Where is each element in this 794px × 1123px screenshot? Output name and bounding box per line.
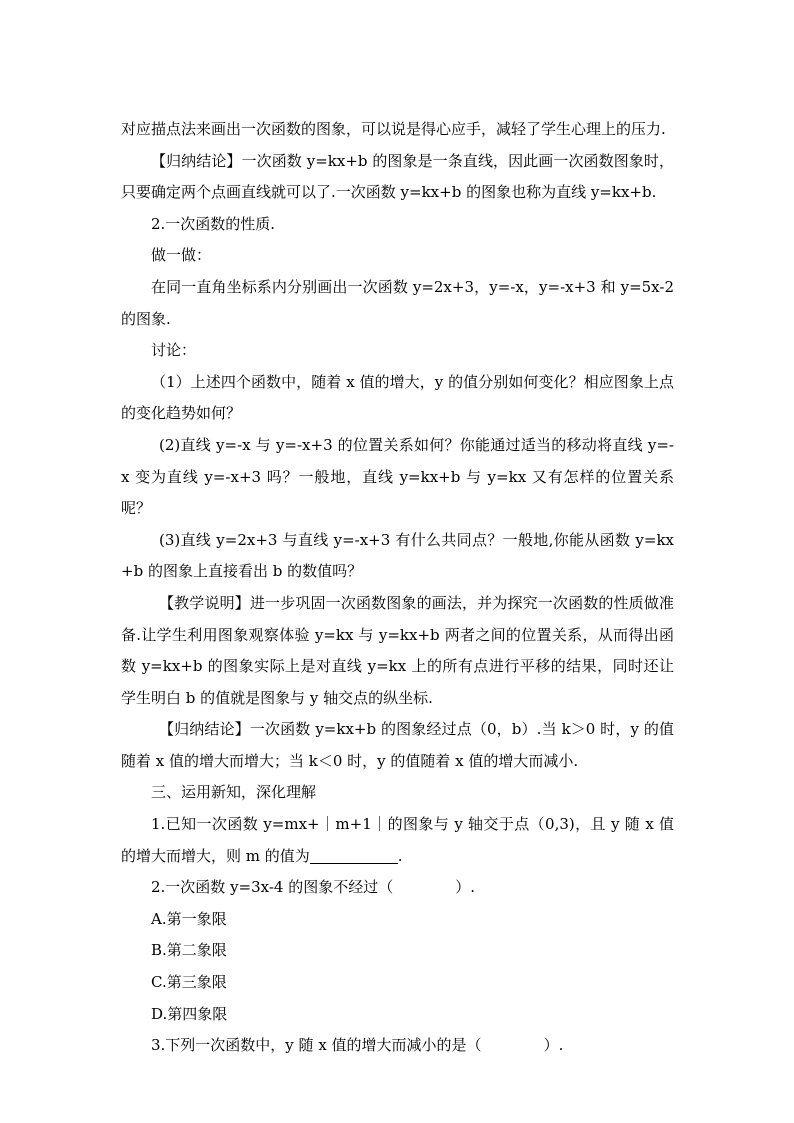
discussion-question-2: (2)直线 y=-x 与 y=-x+3 的位置关系如何？你能通过适当的移动将直线 y=-x 变为直线 y=-x+3 吗？一般地，直线 y=kx+b 与 y=kx 又有怎样的位置关系呢？ (121, 435, 674, 518)
document-body (121, 114, 674, 1062)
paragraph-continuation: 对应描点法来画出一次函数的图象，可以说是得心应手，减轻了学生心理上的压力. (121, 120, 666, 138)
exercise-question-3 (121, 1030, 674, 1062)
option-d: D.第四象限 (151, 1004, 228, 1023)
option-a: A.第一象限 (151, 909, 227, 928)
answer-blank (310, 845, 398, 864)
discussion-question-3: (3)直线 y=2x+3 与直线 y=-x+3 有什么共同点？一般地,你能从函数 y=kx+b 的图象上直接看出 b 的数值吗？ (121, 530, 674, 581)
paragraph-conclusion-2: 【归纳结论】一次函数 y=kx+b 的图象经过点（0，b）.当 k＞0 时，y 的值随着 x 值的增大而增大；当 k＜0 时，y 的值随着 x 值的增大而减小. (121, 720, 674, 770)
paragraph-discussion: 讨论： (151, 341, 197, 360)
exercise-question-2-text: 2.一次函数 y=3x-4 的图象不经过（ (151, 878, 394, 897)
exercise-question-2 (121, 872, 674, 904)
section-heading-apply: 三、运用新知，深化理解 (151, 783, 317, 802)
exercise-question-2-end: ）. (455, 878, 476, 897)
paragraph-teaching-note: 【教学说明】进一步巩固一次函数图象的画法，并为探究一次函数的性质做准备.让学生利用图象观察体验 y=kx 与 y=kx+b 两者之间的位置关系，从而得出函数 y=kx+b 的图象实际上是对直线 y=kx 上的所有点进行平移的结果，同时还让学生明白 b 的值就是图象与 y 轴交点的纵坐标. (121, 593, 674, 707)
option-c: C.第三象限 (151, 973, 227, 992)
section-heading-properties: 2.一次函数的性质. (151, 214, 276, 233)
exercise-question-1-text: 1.已知一次函数 y=mx+｜m+1｜的图象与 y 轴交于点（0,3)，且 y 随 x 值的增大而增大，则 m 的值为 (121, 815, 674, 865)
paragraph-draw-task: 在同一直角坐标系内分别画出一次函数 y=2x+3，y=-x，y=-x+3 和 y=5x-2 的图象. (121, 277, 674, 328)
exercise-question-1 (121, 809, 674, 872)
exercise-question-1-end: . (397, 846, 403, 865)
paragraph-try-it: 做一做： (151, 246, 212, 265)
discussion-question-1: （1）上述四个函数中，随着 x 值的增大，y 的值分别如何变化？相应图象上点的变化趋势如何？ (121, 372, 674, 423)
exercise-question-3-text: 3.下列一次函数中，y 随 x 值的增大而减小的是（ (151, 1036, 482, 1055)
option-b: B.第二象限 (151, 941, 227, 960)
paragraph-conclusion-1: 【归纳结论】一次函数 y=kx+b 的图象是一条直线，因此画一次函数图象时，只要确定两个点画直线就可以了.一次函数 y=kx+b 的图象也称为直线 y=kx+b. (121, 151, 674, 202)
exercise-question-3-end: ）. (543, 1036, 564, 1055)
